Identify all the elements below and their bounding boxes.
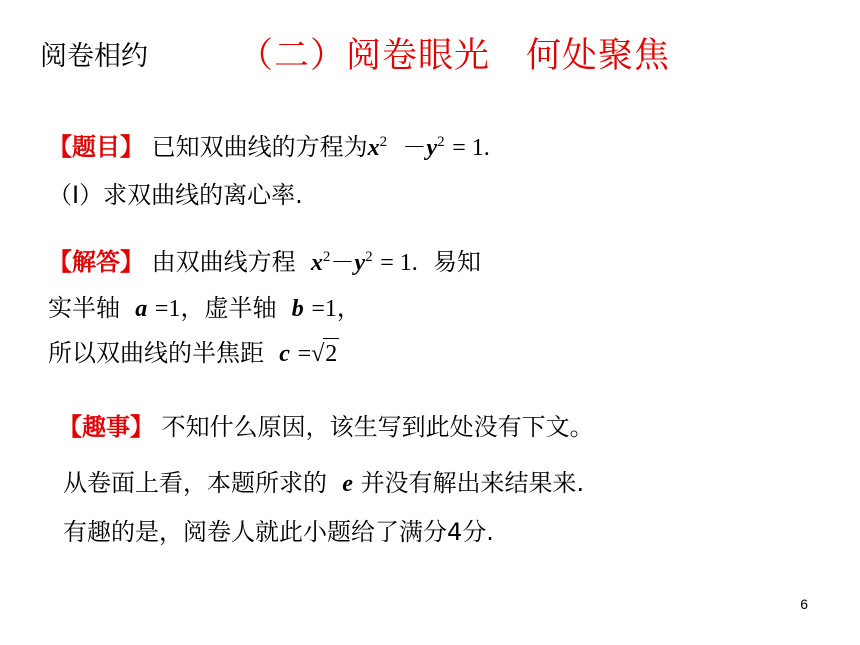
anecdote-line-3: 有趣的是，阅卷人就此小题给了满分4分. [63, 518, 494, 546]
problem-part-1: （Ⅰ）求双曲线的离心率. [48, 181, 303, 209]
var-a: a [135, 296, 148, 322]
solution-line-1 [48, 247, 481, 278]
solution-line-3 [48, 338, 339, 369]
section-label: 阅卷相约 [40, 41, 148, 72]
solution-eq-rest: = 1. [380, 250, 418, 276]
problem-eq-x: x [367, 135, 380, 161]
problem-eq-x-exp: 2 [379, 134, 388, 150]
problem-eq-y: y [426, 135, 438, 161]
semi-minor-axis-label: 虚半轴 [204, 294, 277, 322]
page-number: 6 [800, 596, 808, 612]
var-e: e [342, 471, 353, 497]
solution-text-after: 易知 [433, 248, 482, 276]
anecdote-text: 不知什么原因，该生写到此处没有下文。 [161, 413, 594, 441]
solution-text: 由双曲线方程 [151, 248, 296, 276]
problem-eq-y-exp: 2 [437, 134, 445, 150]
solution-eq-y: y [354, 250, 366, 276]
anecdote-line2-before: 从卷面上看，本题所求的 [63, 469, 327, 497]
semi-focal-equals: = [297, 341, 312, 367]
slide-title: （二）阅卷眼光 何处聚焦 [238, 36, 671, 76]
sqrt-radicand: 2 [323, 338, 339, 369]
problem-eq-rest: = 1. [452, 135, 490, 161]
anecdote-tag: 【趣事】 [58, 413, 154, 441]
anecdote-line-2 [63, 468, 584, 499]
problem-tag: 【题目】 [48, 133, 144, 161]
semi-major-axis-label: 实半轴 [48, 294, 120, 322]
problem-statement [48, 132, 490, 163]
solution-line-2 [48, 293, 361, 324]
sqrt-expression [311, 338, 339, 369]
anecdote-line-1 [58, 412, 594, 442]
problem-eq-minus: － [402, 135, 427, 161]
solution-tag: 【解答】 [48, 248, 144, 276]
var-c: c [279, 341, 290, 367]
solution-eq-y-exp: 2 [365, 249, 373, 265]
solution-eq-x-exp: 2 [322, 249, 331, 265]
semi-major-axis-value: =1， [154, 296, 205, 322]
anecdote-line2-after: 并没有解出来结果来. [360, 469, 585, 497]
sqrt-symbol: √ [311, 341, 325, 367]
problem-text: 已知双曲线的方程为 [151, 133, 368, 161]
semi-minor-axis-value: =1， [311, 296, 361, 322]
var-b: b [291, 296, 304, 322]
solution-eq-minus: － [330, 250, 355, 276]
semi-focal-label: 所以双曲线的半焦距 [48, 339, 264, 367]
solution-eq-x: x [310, 250, 323, 276]
